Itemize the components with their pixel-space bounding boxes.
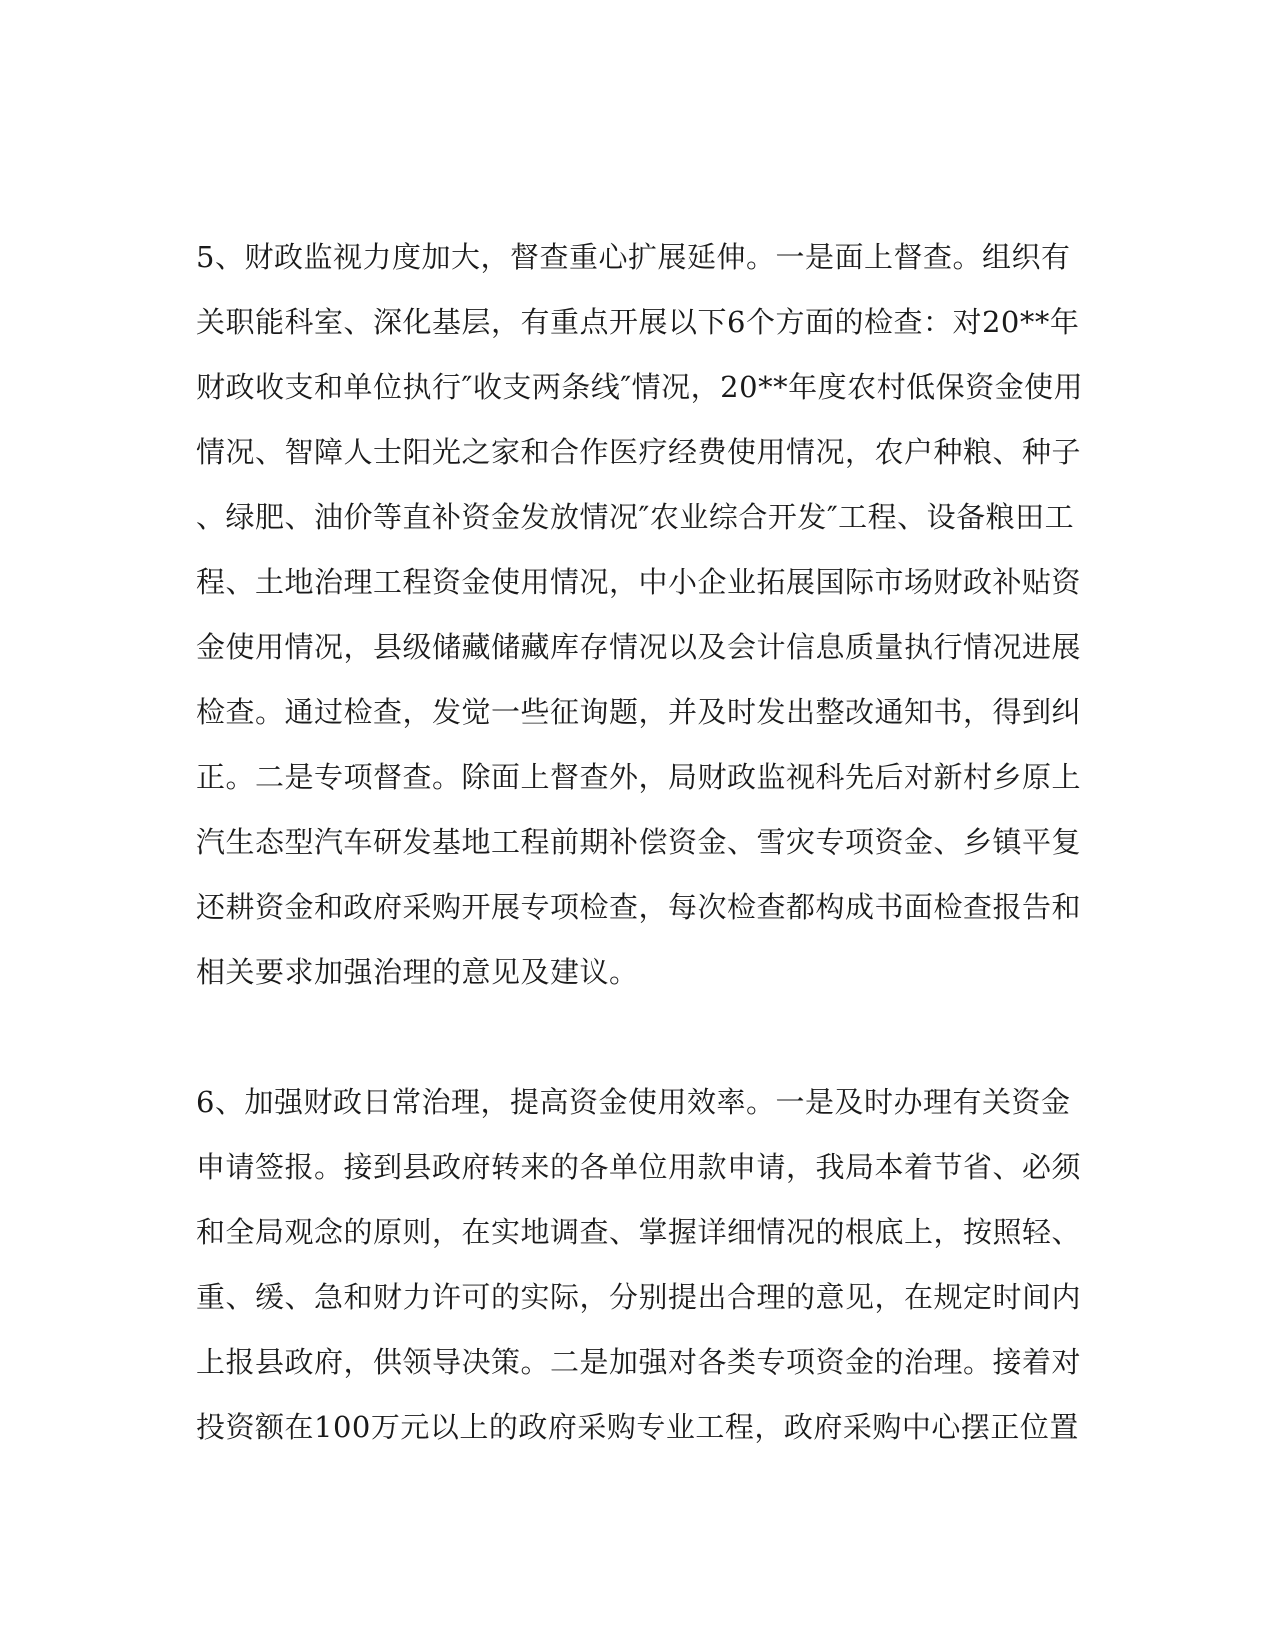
text-line: 上报县政府，供领导决策。二是加强对各类专项资金的治理。接着对 [196, 1345, 1082, 1379]
text-line: 金使用情况，县级储藏储藏库存情况以及会计信息质量执行情况进展 [196, 630, 1082, 664]
text-line: 5、财政监视力度加大，督查重心扩展延伸。一是面上督查。组织有 [196, 240, 1071, 274]
document-body [196, 225, 1084, 1460]
text-line: 重、缓、急和财力许可的实际，分别提出合理的意见，在规定时间内 [196, 1280, 1082, 1314]
text-line: 和全局观念的原则，在实地调查、掌握详细情况的根底上，按照轻、 [196, 1215, 1082, 1249]
paragraph-5 [196, 225, 1084, 1005]
text-line: 程、土地治理工程资金使用情况，中小企业拓展国际市场财政补贴资 [196, 565, 1082, 599]
text-line: 正。二是专项督查。除面上督查外，局财政监视科先后对新村乡原上 [196, 760, 1082, 794]
text-line: 还耕资金和政府采购开展专项检查，每次检查都构成书面检查报告和 [196, 890, 1082, 924]
text-line: 申请签报。接到县政府转来的各单位用款申请，我局本着节省、必须 [196, 1150, 1082, 1184]
text-line: 相关要求加强治理的意见及建议。 [196, 955, 639, 989]
text-line: 情况、智障人士阳光之家和合作医疗经费使用情况，农户种粮、种子 [196, 435, 1082, 469]
text-line: 财政收支和单位执行″收支两条线″情况，20**年度农村低保资金使用 [196, 370, 1084, 404]
text-line: 、绿肥、油价等直补资金发放情况″农业综合开发″工程、设备粮田工 [196, 500, 1075, 534]
text-line: 检查。通过检查，发觉一些征询题，并及时发出整改通知书，得到纠 [196, 695, 1082, 729]
paragraph-6 [196, 1070, 1082, 1460]
text-line: 汽生态型汽车研发基地工程前期补偿资金、雪灾专项资金、乡镇平复 [196, 825, 1082, 859]
text-line: 6、加强财政日常治理，提高资金使用效率。一是及时办理有关资金 [196, 1085, 1071, 1119]
text-line: 关职能科室、深化基层，有重点开展以下6个方面的检查：对20**年 [196, 305, 1080, 339]
text-line: 投资额在100万元以上的政府采购专业工程，政府采购中心摆正位置 [196, 1410, 1079, 1444]
